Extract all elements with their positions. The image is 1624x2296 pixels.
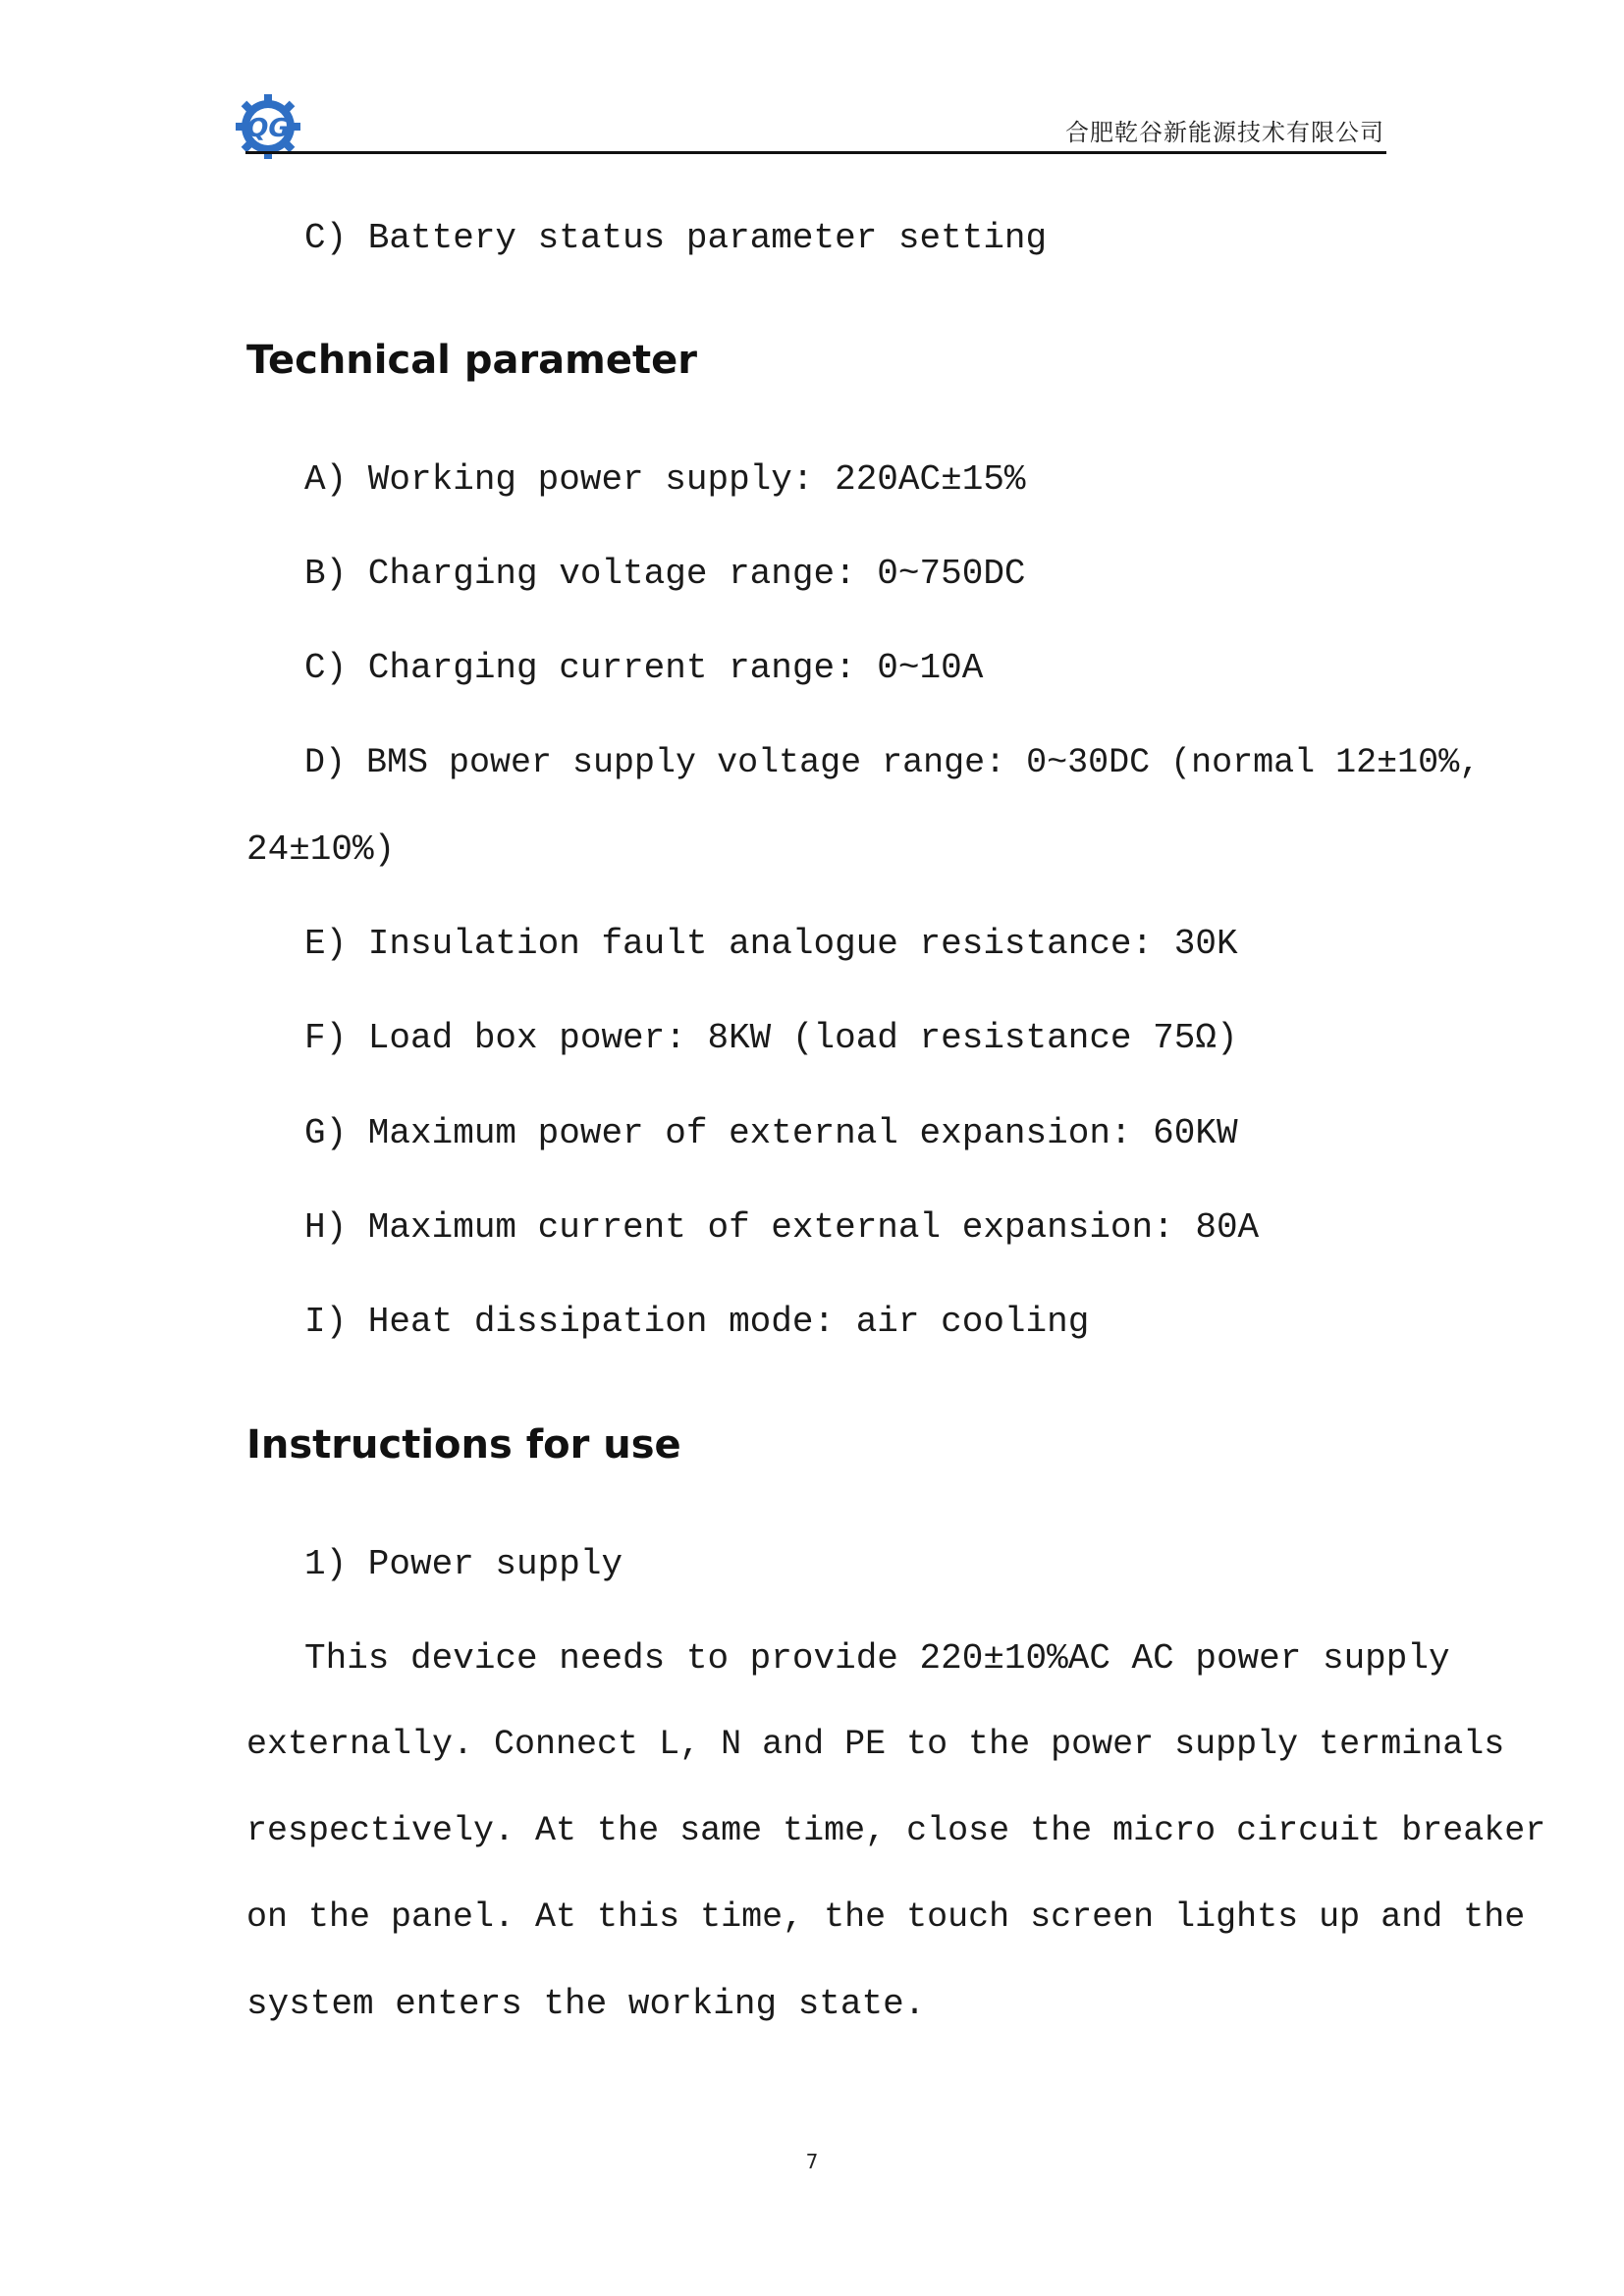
param-item-e: E) Insulation fault analogue resistance: 30K: [304, 924, 1238, 964]
param-item-d-line1: D) BMS power supply voltage range: 0~30DC (normal 12±10%,: [304, 743, 1481, 782]
page-header: [245, 98, 1384, 155]
param-item-c: C) Charging current range: 0~10A: [304, 648, 984, 688]
list-item-battery-status: C) Battery status parameter setting: [304, 218, 1048, 258]
param-item-h: H) Maximum current of external expansion: 80A: [304, 1207, 1260, 1248]
section-heading-instructions: Instructions for use: [246, 1422, 681, 1468]
param-item-b: B) Charging voltage range: 0~750DC: [304, 554, 1026, 594]
paragraph-line-1: This device needs to provide 220±10%AC AC power supply: [304, 1638, 1450, 1679]
paragraph-line-2: externally. Connect L, N and PE to the power supply terminals: [246, 1725, 1505, 1764]
paragraph-line-3: respectively. At the same time, close the micro circuit breaker: [246, 1811, 1546, 1850]
param-item-g: G) Maximum power of external expansion: 60KW: [304, 1113, 1238, 1153]
paragraph-line-4: on the panel. At this time, the touch screen lights up and the: [246, 1897, 1526, 1937]
page-number: 7: [805, 2150, 819, 2173]
param-item-i: I) Heat dissipation mode: air cooling: [304, 1302, 1090, 1342]
param-item-a: A) Working power supply: 220AC±15%: [304, 459, 1026, 500]
param-item-f: F) Load box power: 8KW (load resistance 75Ω): [304, 1018, 1238, 1058]
paragraph-line-5: system enters the working state.: [246, 1984, 926, 2024]
header-rule: [245, 151, 1386, 154]
section-heading-technical: Technical parameter: [246, 338, 697, 383]
logo-lettering: QG: [246, 114, 290, 143]
instruction-step-1: 1) Power supply: [304, 1544, 623, 1584]
company-name: 合肥乾谷新能源技术有限公司: [1065, 119, 1384, 146]
param-item-d-line2: 24±10%): [246, 829, 396, 870]
